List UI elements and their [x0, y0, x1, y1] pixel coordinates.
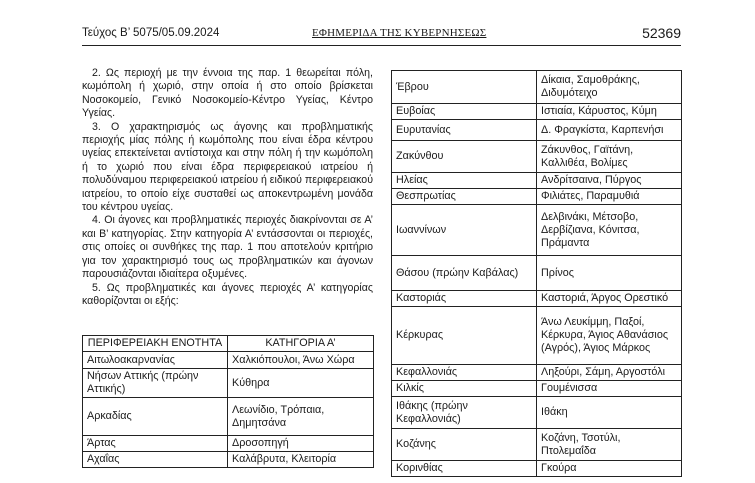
- regional-unit-cell: Ιθάκης (πρώην Κεφαλλονιάς): [392, 397, 537, 429]
- table-row: [392, 429, 682, 461]
- left-column-text: [82, 67, 373, 308]
- areas-cell: Δ. Φραγκίστα, Καρπενήσι: [537, 120, 682, 141]
- regional-unit-cell: Έβρου: [392, 71, 537, 104]
- regional-unit-cell: Νήσων Αττικής (πρώην Αττικής): [83, 369, 228, 398]
- left-table-body: [83, 352, 374, 468]
- table-row: [392, 397, 682, 429]
- areas-cell: Κοζάνη, Τσοτύλι, Πτολεμαΐδα: [537, 429, 682, 461]
- table-row: [392, 381, 682, 397]
- header-category-a: ΚΑΤΗΓΟΡΙΑ Α’: [228, 336, 374, 352]
- table-row: [392, 205, 682, 256]
- table-row: [392, 189, 682, 205]
- regional-unit-cell: Κιλκίς: [392, 381, 537, 397]
- regional-unit-cell: Αιτωλοακαρνανίας: [83, 352, 228, 369]
- regional-unit-cell: Άρτας: [83, 436, 228, 452]
- paragraph-2: 2. Ως περιοχή με την έννοια της παρ. 1 θεωρείται πόλη, κωμόπολη ή χωριό, στην οποία ή στο οποίο βρίσκεται Νοσοκομείο, Γενικό Νοσοκομείο-Κέντρο Υγείας, Κέντρο Υγείας.: [82, 67, 373, 120]
- regional-unit-cell: Κοζάνης: [392, 429, 537, 461]
- areas-cell: Καλάβρυτα, Κλειτορία: [228, 452, 374, 468]
- table-row: [392, 307, 682, 365]
- page-number: 52369: [642, 25, 681, 41]
- regional-unit-cell: Ζακύνθου: [392, 141, 537, 173]
- regional-unit-cell: Ευρυτανίας: [392, 120, 537, 141]
- table-row: [392, 365, 682, 381]
- regional-unit-cell: Θεσπρωτίας: [392, 189, 537, 205]
- table-row: [392, 173, 682, 189]
- gazette-title: ΕΦΗΜΕΡΙΔΑ ΤΗΣ ΚΥΒΕΡΝΗΣΕΩΣ: [312, 27, 487, 39]
- areas-cell: Δροσοπηγή: [228, 436, 374, 452]
- areas-cell: Ιθάκη: [537, 397, 682, 429]
- regional-unit-cell: Αχαΐας: [83, 452, 228, 468]
- regional-unit-cell: Ευβοίας: [392, 104, 537, 120]
- header-regional-unit: ΠΕΡΙΦΕΡΕΙΑΚΗ ΕΝΟΤΗΤΑ: [83, 336, 228, 352]
- category-a-table-right: [391, 70, 682, 477]
- regional-unit-cell: Αρκαδίας: [83, 398, 228, 436]
- table-header-row: [83, 336, 374, 352]
- areas-cell: Ζάκυνθος, Γαϊτάνη, Καλλιθέα, Βολίμες: [537, 141, 682, 173]
- table-row: [392, 461, 682, 477]
- areas-cell: Πρίνος: [537, 256, 682, 291]
- regional-unit-cell: Καστοριάς: [392, 291, 537, 307]
- category-a-table-left: [82, 335, 374, 468]
- areas-cell: Φιλιάτες, Παραμυθιά: [537, 189, 682, 205]
- areas-cell: Χαλκιόπουλοι, Άνω Χώρα: [228, 352, 374, 369]
- right-table-body: [392, 71, 682, 477]
- areas-cell: Καστοριά, Άργος Ορεστικό: [537, 291, 682, 307]
- table-row: [392, 120, 682, 141]
- table-row: [83, 452, 374, 468]
- table-row: [83, 398, 374, 436]
- table-row: [392, 71, 682, 104]
- paragraph-4: 4. Οι άγονες και προβληματικές περιοχές διακρίνονται σε Α’ και Β’ κατηγορίας. Στην κατηγορία Α’ εντάσσονται οι περιοχές, στις οποίες οι συνθήκες της παρ. 1 που αποτελούν κριτήριο για τον χαρακτηρισμό τους ως προβληματικών και άγονων παρουσιάζονται ιδιαίτερα οξυμένες.: [82, 214, 373, 281]
- table-row: [392, 141, 682, 173]
- areas-cell: Γουμένισσα: [537, 381, 682, 397]
- issue-info: Τεύχος Β’ 5075/05.09.2024: [82, 27, 220, 39]
- table-row: [392, 104, 682, 120]
- areas-cell: Κύθηρα: [228, 369, 374, 398]
- regional-unit-cell: Κεφαλλονιάς: [392, 365, 537, 381]
- table-row: [83, 369, 374, 398]
- regional-unit-cell: Κέρκυρας: [392, 307, 537, 365]
- areas-cell: Ανδρίτσαινα, Πύργος: [537, 173, 682, 189]
- areas-cell: Γκούρα: [537, 461, 682, 477]
- areas-cell: Άνω Λευκίμμη, Παξοί, Κέρκυρα, Άγιος Αθανάσιος (Αγρός), Άγιος Μάρκος: [537, 307, 682, 365]
- areas-cell: Ιστιαία, Κάρυστος, Κύμη: [537, 104, 682, 120]
- areas-cell: Δελβινάκι, Μέτσοβο, Δερβίζιανα, Κόνιτσα, Πράμαντα: [537, 205, 682, 256]
- areas-cell: Ληξούρι, Σάμη, Αργοστόλι: [537, 365, 682, 381]
- regional-unit-cell: Θάσου (πρώην Καβάλας): [392, 256, 537, 291]
- table-row: [83, 436, 374, 452]
- regional-unit-cell: Ηλείας: [392, 173, 537, 189]
- table-row: [392, 256, 682, 291]
- table-row: [392, 291, 682, 307]
- areas-cell: Δίκαια, Σαμοθράκης, Διδυμότειχο: [537, 71, 682, 104]
- table-row: [83, 352, 374, 369]
- page-header: [82, 27, 681, 46]
- areas-cell: Λεωνίδιο, Τρόπαια, Δημητσάνα: [228, 398, 374, 436]
- paragraph-3: 3. Ο χαρακτηρισμός ως άγονης και προβληματικής περιοχής μίας πόλης ή κωμόπολης που είναι έδρα κέντρου υγείας επεκτείνεται αντίστοιχα και στην πόλη ή την κωμόπολη ή το χωριό που είναι έδρα περιφερειακού ιατρείου ή πολυδύναμου περιφερειακού ιατρείου ή ειδικού περιφερειακού ιατρείου, το οποίο είχε συσταθεί ως αποκεντρωμένη μονάδα του κέντρου υγείας.: [82, 120, 373, 214]
- regional-unit-cell: Ιωαννίνων: [392, 205, 537, 256]
- regional-unit-cell: Κορινθίας: [392, 461, 537, 477]
- paragraph-5: 5. Ως προβληματικές και άγονες περιοχές Α’ κατηγορίας καθορίζονται οι εξής:: [82, 281, 373, 307]
